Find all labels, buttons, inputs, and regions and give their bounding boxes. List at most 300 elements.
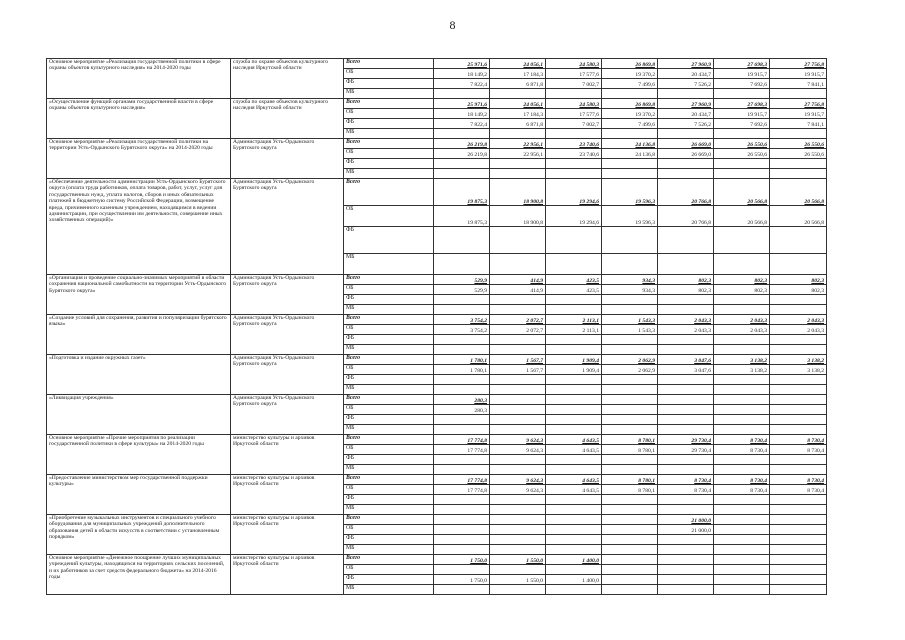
amount-cell: [714, 445, 770, 455]
amount-value: 4 643,5: [582, 437, 599, 444]
amount-cell: [770, 325, 827, 335]
amount-cell: [490, 475, 546, 485]
amount-cell: [770, 505, 827, 515]
amount-cell: [434, 109, 490, 119]
amount-cell: [434, 149, 490, 159]
activity-name: «Предоставление министерством мер государственной поддержки культуры»: [47, 475, 231, 515]
amount-value: 8 730,4: [750, 437, 767, 444]
amount-value: 8 730,4: [750, 487, 767, 494]
amount-cell: [490, 495, 546, 505]
amount-value: 19 294,6: [579, 219, 599, 226]
amount-cell: [546, 275, 602, 285]
amount-value: 7 692,6: [750, 81, 767, 88]
amount-cell: [546, 395, 602, 405]
amount-value: 7 841,1: [807, 81, 824, 88]
activity-name: Основное мероприятие «Реализация государственной политики на территории Усть-Ордынского Бурятского округа» на 2014-2020 годы: [47, 139, 231, 179]
amount-cell: [434, 525, 490, 535]
amount-value: 19 596,3: [635, 198, 655, 205]
budget-table-body: [47, 59, 827, 595]
amount-cell: [658, 495, 714, 505]
funding-source: МБ: [344, 385, 434, 395]
amount-cell: [434, 365, 490, 375]
amount-value: 18 149,2: [467, 71, 487, 78]
amount-cell: [714, 69, 770, 79]
amount-cell: [490, 405, 546, 415]
amount-cell: [434, 315, 490, 325]
amount-cell: [658, 295, 714, 305]
amount-cell: [770, 99, 827, 109]
amount-cell: [434, 139, 490, 149]
amount-cell: [714, 455, 770, 465]
amount-cell: [602, 535, 658, 545]
funding-source: ФБ: [344, 79, 434, 89]
amount-cell: [546, 59, 602, 69]
amount-cell: [770, 495, 827, 505]
amount-cell: [770, 315, 827, 325]
amount-cell: [658, 159, 714, 169]
amount-value: 27 756,8: [804, 101, 824, 108]
amount-cell: [490, 415, 546, 425]
funding-source: ФБ: [344, 575, 434, 585]
amount-cell: [658, 227, 714, 254]
amount-value: 1 567,7: [526, 367, 543, 374]
amount-cell: [602, 585, 658, 595]
amount-cell: [602, 485, 658, 495]
amount-cell: [658, 59, 714, 69]
amount-cell: [658, 69, 714, 79]
amount-cell: [714, 335, 770, 345]
amount-cell: [490, 455, 546, 465]
amount-value: 17 184,3: [523, 71, 543, 78]
amount-value: 17 774,8: [467, 437, 487, 444]
amount-cell: [602, 335, 658, 345]
amount-cell: [434, 415, 490, 425]
amount-cell: [770, 139, 827, 149]
responsible-executor: министерство культуры и архивов Иркутской области: [231, 435, 344, 475]
amount-cell: [434, 555, 490, 565]
amount-cell: [602, 285, 658, 295]
funding-source: ФБ: [344, 227, 434, 254]
amount-cell: [490, 365, 546, 375]
amount-value: 26 219,8: [467, 151, 487, 158]
amount-value: 26 550,6: [804, 141, 824, 148]
responsible-executor: служба по охране объектов культурного наследия Иркутской области: [231, 99, 344, 139]
amount-cell: [714, 89, 770, 99]
amount-cell: [714, 325, 770, 335]
amount-value: 27 960,9: [691, 61, 711, 68]
amount-value: 18 900,8: [523, 198, 543, 205]
amount-value: 8 730,4: [750, 447, 767, 454]
amount-cell: [714, 179, 770, 206]
amount-cell: [434, 159, 490, 169]
amount-cell: [546, 119, 602, 129]
amount-cell: [546, 365, 602, 375]
amount-cell: [770, 79, 827, 89]
amount-value: 8 780,1: [638, 447, 655, 454]
amount-cell: [434, 585, 490, 595]
amount-value: 802,3: [754, 277, 767, 284]
amount-cell: [770, 109, 827, 119]
amount-cell: [770, 254, 827, 275]
amount-cell: [490, 385, 546, 395]
amount-value: 26 669,0: [691, 151, 711, 158]
table-row: [47, 395, 827, 405]
amount-value: 19 370,2: [635, 71, 655, 78]
amount-cell: [770, 119, 827, 129]
amount-cell: [602, 445, 658, 455]
amount-value: 1 750,0: [470, 557, 487, 564]
amount-value: 3 138,2: [807, 357, 824, 364]
amount-value: 25 971,6: [467, 101, 487, 108]
amount-cell: [546, 575, 602, 585]
amount-cell: [602, 315, 658, 325]
amount-cell: [490, 119, 546, 129]
amount-cell: [490, 159, 546, 169]
amount-cell: [714, 395, 770, 405]
amount-cell: [434, 355, 490, 365]
amount-value: 1 550,0: [526, 557, 543, 564]
amount-cell: [658, 485, 714, 495]
responsible-executor: Администрация Усть-Ордынского Бурятского округа: [231, 315, 344, 355]
amount-cell: [658, 545, 714, 555]
amount-cell: [658, 79, 714, 89]
amount-cell: [490, 535, 546, 545]
funding-source: МБ: [344, 545, 434, 555]
amount-value: 8 730,4: [807, 437, 824, 444]
amount-cell: [658, 89, 714, 99]
amount-cell: [546, 335, 602, 345]
amount-cell: [658, 305, 714, 315]
amount-value: 6 871,8: [526, 81, 543, 88]
amount-cell: [770, 375, 827, 385]
amount-cell: [658, 149, 714, 159]
amount-cell: [658, 254, 714, 275]
activity-name: «Создание условий для сохранения, развития и популяризации бурятского языка»: [47, 315, 231, 355]
amount-cell: [490, 109, 546, 119]
amount-cell: [434, 465, 490, 475]
funding-source: ОБ: [344, 445, 434, 455]
amount-value: 26 869,8: [635, 101, 655, 108]
amount-cell: [546, 485, 602, 495]
amount-cell: [602, 415, 658, 425]
amount-cell: [546, 425, 602, 435]
activity-name: Основное мероприятие «Денежное поощрение лучших муниципальных учреждений культуры, находящихся на территориях сельских поселений, и их работников за счет средств федерального бюджета» на 2014-2016 годы: [47, 555, 231, 595]
amount-cell: [490, 585, 546, 595]
amount-cell: [434, 79, 490, 89]
amount-value: 26 669,0: [691, 141, 711, 148]
amount-cell: [434, 206, 490, 227]
amount-cell: [714, 99, 770, 109]
funding-source: ОБ: [344, 485, 434, 495]
funding-source: МБ: [344, 254, 434, 275]
amount-value: 2 072,7: [526, 327, 543, 334]
amount-value: 8 730,4: [694, 477, 711, 484]
amount-cell: [490, 315, 546, 325]
amount-value: 2 043,3: [750, 317, 767, 324]
amount-cell: [714, 505, 770, 515]
amount-cell: [658, 275, 714, 285]
amount-value: 20 566,8: [747, 198, 767, 205]
funding-source: Всего: [344, 59, 434, 69]
amount-value: 2 043,3: [694, 317, 711, 324]
funding-source: МБ: [344, 345, 434, 355]
funding-source: МБ: [344, 585, 434, 595]
amount-value: 9 624,3: [526, 447, 543, 454]
amount-cell: [602, 109, 658, 119]
amount-cell: [714, 79, 770, 89]
funding-source: Всего: [344, 275, 434, 285]
amount-cell: [770, 385, 827, 395]
amount-cell: [770, 565, 827, 575]
funding-source: ФБ: [344, 495, 434, 505]
table-row: [47, 275, 827, 285]
amount-value: 1 780,1: [470, 367, 487, 374]
funding-source: ОБ: [344, 525, 434, 535]
amount-cell: [602, 425, 658, 435]
amount-value: 529,9: [474, 277, 487, 284]
amount-value: 8 730,4: [807, 487, 824, 494]
amount-cell: [602, 455, 658, 465]
table-row: [47, 355, 827, 365]
amount-cell: [770, 435, 827, 445]
amount-cell: [658, 535, 714, 545]
amount-cell: [602, 325, 658, 335]
amount-value: 1 543,3: [638, 327, 655, 334]
amount-cell: [490, 355, 546, 365]
amount-value: 3 047,6: [694, 357, 711, 364]
amount-cell: [658, 425, 714, 435]
amount-cell: [490, 206, 546, 227]
activity-name: «Подготовка и издание окружных газет»: [47, 355, 231, 395]
funding-source: ОБ: [344, 206, 434, 227]
amount-cell: [602, 305, 658, 315]
amount-cell: [434, 179, 490, 206]
amount-cell: [490, 425, 546, 435]
amount-cell: [770, 575, 827, 585]
amount-value: 21 000,0: [691, 517, 711, 524]
amount-cell: [658, 325, 714, 335]
funding-source: МБ: [344, 169, 434, 179]
funding-source: Всего: [344, 139, 434, 149]
amount-cell: [714, 375, 770, 385]
amount-value: 8 780,1: [638, 487, 655, 494]
amount-value: 22 956,1: [523, 151, 543, 158]
amount-value: 3 138,2: [807, 367, 824, 374]
amount-cell: [658, 445, 714, 455]
amount-value: 19 915,7: [804, 111, 824, 118]
amount-cell: [602, 575, 658, 585]
amount-value: 8 730,4: [694, 487, 711, 494]
amount-cell: [714, 555, 770, 565]
amount-cell: [602, 275, 658, 285]
funding-source: МБ: [344, 89, 434, 99]
funding-source: Всего: [344, 475, 434, 485]
amount-cell: [714, 515, 770, 525]
amount-cell: [658, 415, 714, 425]
amount-value: 9 624,3: [526, 487, 543, 494]
amount-cell: [546, 139, 602, 149]
amount-cell: [770, 395, 827, 405]
amount-value: 280,3: [474, 407, 487, 414]
amount-cell: [714, 275, 770, 285]
amount-cell: [714, 405, 770, 415]
amount-value: 24 056,1: [523, 61, 543, 68]
amount-cell: [546, 535, 602, 545]
amount-cell: [658, 139, 714, 149]
amount-cell: [602, 89, 658, 99]
amount-cell: [714, 495, 770, 505]
table-row: [47, 555, 827, 565]
amount-cell: [602, 545, 658, 555]
amount-cell: [658, 385, 714, 395]
amount-cell: [490, 335, 546, 345]
amount-value: 423,5: [586, 277, 599, 284]
amount-cell: [602, 505, 658, 515]
amount-value: 3 754,2: [470, 327, 487, 334]
amount-value: 7 526,2: [694, 121, 711, 128]
amount-value: 18 900,8: [523, 219, 543, 226]
amount-cell: [490, 305, 546, 315]
amount-cell: [602, 525, 658, 535]
amount-cell: [434, 385, 490, 395]
amount-cell: [490, 149, 546, 159]
amount-value: 934,3: [642, 277, 655, 284]
amount-cell: [490, 285, 546, 295]
funding-source: Всего: [344, 435, 434, 445]
amount-value: 1 400,0: [582, 557, 599, 564]
amount-cell: [770, 149, 827, 159]
amount-cell: [490, 515, 546, 525]
funding-source: МБ: [344, 305, 434, 315]
amount-cell: [434, 445, 490, 455]
amount-cell: [602, 555, 658, 565]
funding-source: ФБ: [344, 295, 434, 305]
amount-value: 7 499,6: [638, 121, 655, 128]
amount-value: 1 400,0: [582, 577, 599, 584]
amount-cell: [658, 455, 714, 465]
amount-cell: [546, 79, 602, 89]
amount-value: 26 550,6: [747, 151, 767, 158]
amount-value: 414,9: [530, 277, 543, 284]
amount-value: 8 780,1: [638, 477, 655, 484]
amount-cell: [770, 455, 827, 465]
amount-value: 7 822,4: [470, 81, 487, 88]
amount-cell: [490, 435, 546, 445]
amount-value: 3 754,2: [470, 317, 487, 324]
amount-value: 9 624,3: [526, 437, 543, 444]
amount-value: 802,3: [698, 287, 711, 294]
funding-source: Всего: [344, 555, 434, 565]
amount-cell: [434, 227, 490, 254]
amount-value: 23 740,6: [579, 141, 599, 148]
amount-cell: [770, 535, 827, 545]
amount-value: 8 780,1: [638, 437, 655, 444]
amount-cell: [658, 179, 714, 206]
amount-value: 29 730,4: [691, 437, 711, 444]
amount-value: 802,3: [811, 277, 824, 284]
amount-cell: [658, 335, 714, 345]
funding-source: ОБ: [344, 69, 434, 79]
amount-cell: [658, 465, 714, 475]
amount-cell: [658, 355, 714, 365]
amount-value: 19 370,2: [635, 111, 655, 118]
amount-cell: [602, 119, 658, 129]
amount-cell: [546, 345, 602, 355]
amount-cell: [490, 525, 546, 535]
amount-cell: [490, 565, 546, 575]
amount-value: 20 566,8: [804, 219, 824, 226]
amount-value: 7 002,7: [582, 81, 599, 88]
amount-cell: [546, 179, 602, 206]
amount-cell: [434, 69, 490, 79]
amount-cell: [546, 89, 602, 99]
amount-cell: [658, 315, 714, 325]
amount-cell: [602, 206, 658, 227]
amount-cell: [546, 254, 602, 275]
amount-cell: [658, 435, 714, 445]
amount-cell: [546, 315, 602, 325]
activity-name: «Осуществление функций органами государственной власти в сфере охраны объектов культурного наследия»: [47, 99, 231, 139]
amount-cell: [490, 555, 546, 565]
amount-cell: [602, 59, 658, 69]
amount-cell: [770, 227, 827, 254]
amount-value: 17 774,8: [467, 447, 487, 454]
amount-cell: [770, 345, 827, 355]
amount-cell: [714, 385, 770, 395]
table-row: [47, 475, 827, 485]
amount-cell: [714, 285, 770, 295]
amount-value: 24 136,8: [635, 141, 655, 148]
amount-cell: [770, 69, 827, 79]
amount-cell: [434, 515, 490, 525]
amount-cell: [546, 525, 602, 535]
amount-value: 25 971,6: [467, 61, 487, 68]
amount-cell: [546, 515, 602, 525]
amount-cell: [546, 495, 602, 505]
funding-source: ОБ: [344, 325, 434, 335]
amount-cell: [434, 455, 490, 465]
amount-cell: [490, 575, 546, 585]
funding-source: ОБ: [344, 149, 434, 159]
amount-cell: [658, 395, 714, 405]
table-row: [47, 515, 827, 525]
amount-value: 414,9: [530, 287, 543, 294]
amount-cell: [434, 169, 490, 179]
amount-value: 4 643,5: [582, 447, 599, 454]
amount-cell: [602, 227, 658, 254]
amount-cell: [714, 254, 770, 275]
amount-value: 26 550,6: [804, 151, 824, 158]
amount-cell: [602, 405, 658, 415]
amount-value: 26 550,6: [747, 141, 767, 148]
amount-cell: [714, 159, 770, 169]
budget-table: [46, 58, 827, 595]
amount-cell: [602, 495, 658, 505]
amount-cell: [770, 365, 827, 375]
amount-cell: [434, 295, 490, 305]
amount-cell: [602, 69, 658, 79]
amount-cell: [490, 179, 546, 206]
responsible-executor: служба по охране объектов культурного наследия Иркутской области: [231, 59, 344, 99]
funding-source: МБ: [344, 425, 434, 435]
amount-cell: [770, 335, 827, 345]
amount-cell: [770, 129, 827, 139]
amount-value: 2 043,3: [694, 327, 711, 334]
amount-cell: [546, 325, 602, 335]
amount-cell: [546, 455, 602, 465]
funding-source: ФБ: [344, 119, 434, 129]
amount-cell: [770, 585, 827, 595]
